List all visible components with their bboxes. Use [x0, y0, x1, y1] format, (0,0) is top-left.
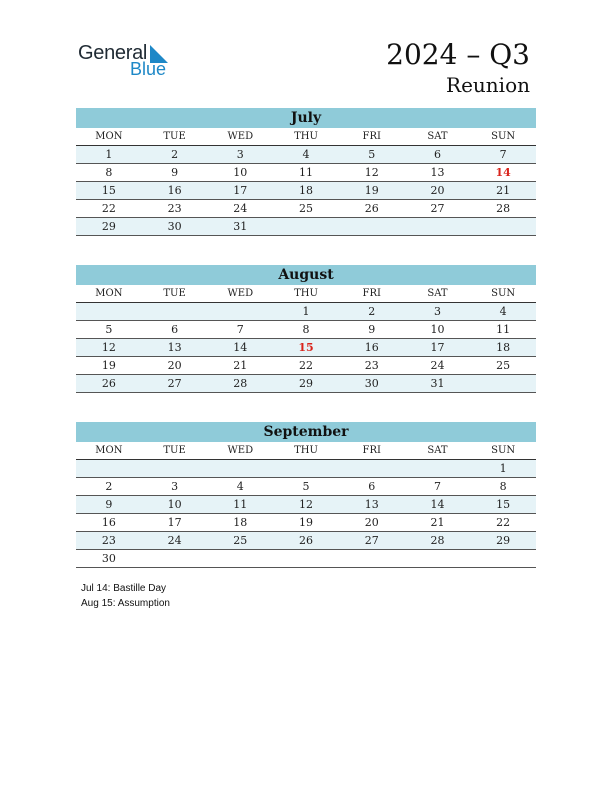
day-cell: 25 — [496, 359, 511, 372]
day-cell: 14 — [430, 498, 445, 511]
day-cell: 25 — [299, 202, 314, 215]
day-cell: 26 — [364, 202, 379, 215]
day-cell: 19 — [101, 359, 116, 372]
weekday-label: MON — [95, 288, 123, 299]
day-cell: 9 — [368, 323, 376, 336]
day-cell: 18 — [233, 516, 248, 529]
day-cell — [470, 375, 536, 392]
day-cell — [207, 550, 273, 567]
day-cell: 8 — [105, 166, 113, 179]
day-cell: 24 — [233, 202, 248, 215]
day-cell: 17 — [430, 341, 445, 354]
day-cell: 14 — [233, 341, 248, 354]
weekday-label: SAT — [427, 288, 448, 299]
country-name: Reunion — [446, 73, 530, 97]
weekday-label: MON — [95, 131, 123, 142]
day-cell: 6 — [171, 323, 179, 336]
day-cell: 24 — [167, 534, 182, 547]
day-cell: 4 — [499, 305, 507, 318]
month-name: July — [76, 108, 536, 128]
week-row — [76, 182, 536, 200]
day-cell: 4 — [236, 480, 244, 493]
holiday-notes — [81, 581, 170, 611]
day-cell: 3 — [171, 480, 179, 493]
logo-blue-text: Blue — [130, 59, 167, 79]
holiday-day-cell: 14 — [495, 166, 511, 179]
weekday-label: SUN — [491, 445, 516, 456]
day-cell: 2 — [105, 480, 113, 493]
day-cell: 16 — [364, 341, 379, 354]
day-cell: 26 — [299, 534, 314, 547]
week-row — [76, 357, 536, 375]
day-cell: 9 — [171, 166, 179, 179]
week-row — [76, 532, 536, 550]
week-row — [76, 460, 536, 478]
day-cell — [339, 218, 405, 235]
day-cell: 17 — [233, 184, 248, 197]
weekday-label: SUN — [491, 288, 516, 299]
weekday-label: FRI — [362, 131, 381, 142]
day-cell: 13 — [167, 341, 182, 354]
day-cell — [207, 303, 273, 320]
day-cell — [470, 218, 536, 235]
day-cell: 16 — [167, 184, 182, 197]
day-cell: 6 — [368, 480, 376, 493]
day-cell: 6 — [433, 148, 441, 161]
week-row — [76, 375, 536, 393]
day-cell: 23 — [167, 202, 182, 215]
holiday-note: Jul 14: Bastille Day — [81, 583, 167, 594]
day-cell: 29 — [496, 534, 511, 547]
day-cell: 7 — [433, 480, 441, 493]
week-row — [76, 321, 536, 339]
logo-general-text: General — [78, 42, 148, 64]
day-cell: 12 — [299, 498, 314, 511]
day-cell — [76, 303, 142, 320]
day-cell: 20 — [167, 359, 182, 372]
weekday-label: THU — [294, 131, 318, 142]
day-cell: 1 — [105, 148, 113, 161]
day-cell: 8 — [302, 323, 310, 336]
weekday-label: SAT — [427, 131, 448, 142]
week-row — [76, 200, 536, 218]
day-cell: 26 — [101, 377, 116, 390]
day-cell — [339, 550, 405, 567]
weekday-label: SAT — [427, 445, 448, 456]
day-cell: 21 — [496, 184, 511, 197]
day-cell: 21 — [430, 516, 445, 529]
day-cell: 2 — [368, 305, 376, 318]
day-cell: 29 — [101, 220, 116, 233]
page-title: 2024 – Q3 — [386, 38, 530, 71]
day-cell: 1 — [499, 462, 507, 475]
day-cell: 10 — [430, 323, 445, 336]
day-cell: 19 — [299, 516, 314, 529]
month-calendar-september — [76, 422, 536, 568]
month-calendar-july — [76, 108, 536, 236]
day-cell: 27 — [167, 377, 182, 390]
day-cell: 11 — [233, 498, 248, 511]
day-cell: 25 — [233, 534, 248, 547]
week-row — [76, 339, 536, 357]
weekday-label: FRI — [362, 288, 381, 299]
day-cell: 28 — [496, 202, 511, 215]
day-cell: 21 — [233, 359, 248, 372]
day-cell: 8 — [499, 480, 507, 493]
week-row — [76, 496, 536, 514]
day-cell: 12 — [364, 166, 379, 179]
weekday-label: TUE — [163, 445, 186, 456]
week-row — [76, 146, 536, 164]
weekday-label: THU — [294, 445, 318, 456]
month-calendar-august — [76, 265, 536, 393]
day-cell: 5 — [302, 480, 310, 493]
day-cell: 19 — [364, 184, 379, 197]
week-row — [76, 164, 536, 182]
day-cell: 20 — [430, 184, 445, 197]
generalblue-logo — [78, 42, 178, 82]
day-cell: 11 — [299, 166, 314, 179]
day-cell: 22 — [101, 202, 116, 215]
weekday-label: SUN — [491, 131, 516, 142]
day-cell: 23 — [101, 534, 116, 547]
day-cell — [207, 460, 273, 477]
day-cell: 31 — [233, 220, 248, 233]
day-cell: 10 — [233, 166, 248, 179]
day-cell — [273, 550, 339, 567]
day-cell: 2 — [171, 148, 179, 161]
day-cell: 12 — [101, 341, 116, 354]
day-cell: 5 — [105, 323, 113, 336]
weekday-label: MON — [95, 445, 123, 456]
day-cell: 31 — [430, 377, 445, 390]
day-cell: 27 — [364, 534, 379, 547]
day-cell: 7 — [499, 148, 507, 161]
day-cell: 18 — [299, 184, 314, 197]
day-cell: 30 — [167, 220, 182, 233]
day-cell: 10 — [167, 498, 182, 511]
day-cell — [405, 218, 471, 235]
day-cell: 20 — [364, 516, 379, 529]
weekday-header-row — [76, 285, 536, 303]
day-cell: 15 — [101, 184, 116, 197]
week-row — [76, 514, 536, 532]
day-cell: 9 — [105, 498, 113, 511]
day-cell: 13 — [364, 498, 379, 511]
day-cell: 7 — [236, 323, 244, 336]
week-row — [76, 478, 536, 496]
day-cell — [405, 550, 471, 567]
day-cell: 17 — [167, 516, 182, 529]
day-cell: 5 — [368, 148, 376, 161]
day-cell: 30 — [101, 552, 116, 565]
day-cell: 1 — [302, 305, 310, 318]
day-cell: 22 — [299, 359, 314, 372]
day-cell: 28 — [430, 534, 445, 547]
day-cell — [405, 460, 471, 477]
month-name: August — [76, 265, 536, 285]
holiday-note: Aug 15: Assumption — [81, 598, 170, 609]
weekday-header-row — [76, 128, 536, 146]
weekday-label: TUE — [163, 131, 186, 142]
weekday-label: FRI — [362, 445, 381, 456]
day-cell — [76, 460, 142, 477]
day-cell: 16 — [101, 516, 116, 529]
weekday-label: TUE — [163, 288, 186, 299]
day-cell — [142, 303, 208, 320]
day-cell: 29 — [299, 377, 314, 390]
weekday-label: THU — [294, 288, 318, 299]
day-cell: 28 — [233, 377, 248, 390]
day-cell — [273, 460, 339, 477]
month-name: September — [76, 422, 536, 442]
week-row — [76, 218, 536, 236]
day-cell — [273, 218, 339, 235]
day-cell — [142, 550, 208, 567]
day-cell — [142, 460, 208, 477]
day-cell: 4 — [302, 148, 310, 161]
day-cell: 24 — [430, 359, 445, 372]
day-cell: 22 — [496, 516, 511, 529]
holiday-day-cell: 15 — [298, 341, 314, 354]
day-cell — [470, 550, 536, 567]
day-cell: 30 — [364, 377, 379, 390]
week-row — [76, 303, 536, 321]
day-cell — [339, 460, 405, 477]
day-cell: 3 — [433, 305, 441, 318]
day-cell: 11 — [496, 323, 511, 336]
day-cell: 23 — [364, 359, 379, 372]
weekday-label: WED — [227, 445, 254, 456]
week-row — [76, 550, 536, 568]
day-cell: 15 — [496, 498, 511, 511]
day-cell: 13 — [430, 166, 445, 179]
day-cell: 3 — [236, 148, 244, 161]
day-cell: 27 — [430, 202, 445, 215]
weekday-label: WED — [227, 288, 254, 299]
day-cell: 18 — [496, 341, 511, 354]
weekday-label: WED — [227, 131, 254, 142]
weekday-header-row — [76, 442, 536, 460]
